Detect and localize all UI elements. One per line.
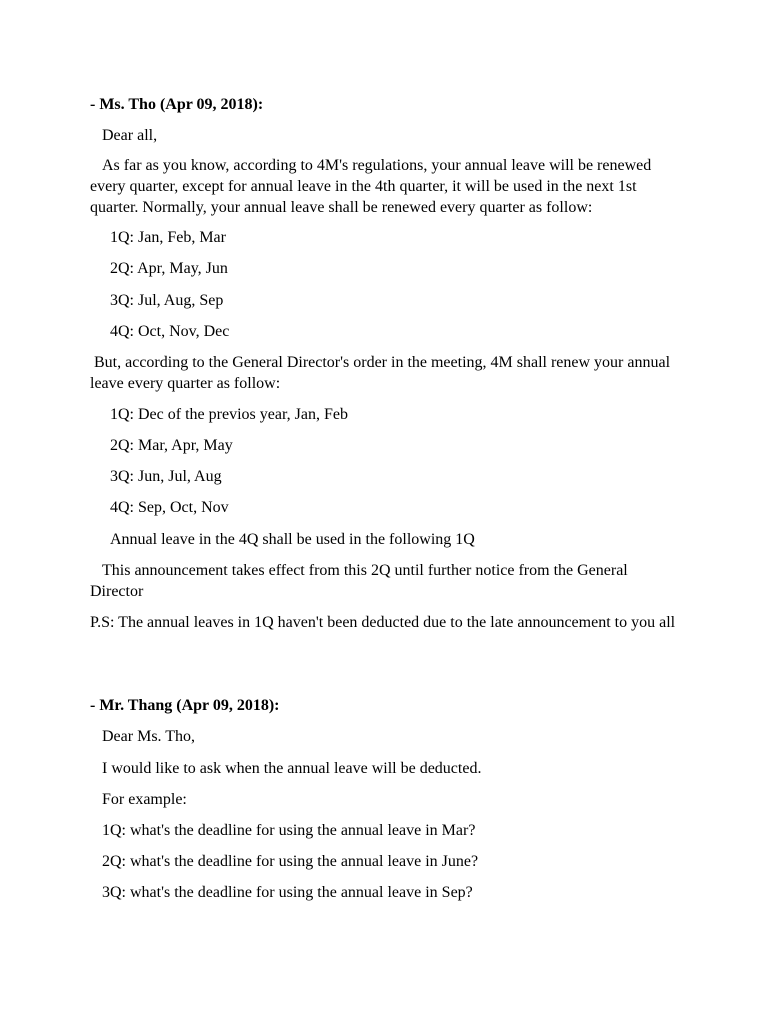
quarter-item: 4Q: Sep, Oct, Nov: [90, 499, 229, 516]
quarter-item: 3Q: Jun, Jul, Aug: [90, 468, 222, 485]
paragraph-new-rule: But, according to the General Director's order in the meeting, 4M shall renew your annual leave every quarter as follow:: [90, 354, 675, 392]
paragraph-question: I would like to ask when the annual leave will be deducted.: [90, 760, 482, 777]
quarter-item: 4Q: Oct, Nov, Dec: [90, 323, 230, 340]
quarter-item: 2Q: Mar, Apr, May: [90, 437, 233, 454]
question-item: 2Q: what's the deadline for using the annual leave in June?: [90, 853, 479, 870]
paragraph-ps: P.S: The annual leaves in 1Q haven't been deducted due to the late announcement to you all: [90, 614, 676, 631]
question-item: 3Q: what's the deadline for using the annual leave in Sep?: [90, 884, 473, 901]
quarter-item: 1Q: Dec of the previos year, Jan, Feb: [90, 406, 348, 423]
paragraph-note: Annual leave in the 4Q shall be used in the following 1Q: [90, 531, 475, 548]
paragraph-effective: This announcement takes effect from this 2Q until further notice from the General Director: [90, 562, 632, 600]
greeting: Dear Ms. Tho,: [90, 728, 196, 745]
quarter-item: 3Q: Jul, Aug, Sep: [90, 292, 224, 309]
quarter-item: 2Q: Apr, May, Jun: [90, 260, 228, 277]
paragraph-example: For example:: [90, 791, 187, 808]
greeting: Dear all,: [90, 127, 158, 144]
question-item: 1Q: what's the deadline for using the annual leave in Mar?: [90, 822, 476, 839]
message-heading-tho: - Ms. Tho (Apr 09, 2018):: [90, 96, 264, 113]
paragraph-regulation: As far as you know, according to 4M's regulations, your annual leave will be renewed every quarter, except for annual leave in the 4th quarter, it will be used in the next 1st quarter. Normally, your annual leave shall be renewed every quarter as follow:: [90, 157, 656, 216]
quarter-item: 1Q: Jan, Feb, Mar: [90, 229, 226, 246]
message-heading-thang: - Mr. Thang (Apr 09, 2018):: [90, 697, 280, 714]
